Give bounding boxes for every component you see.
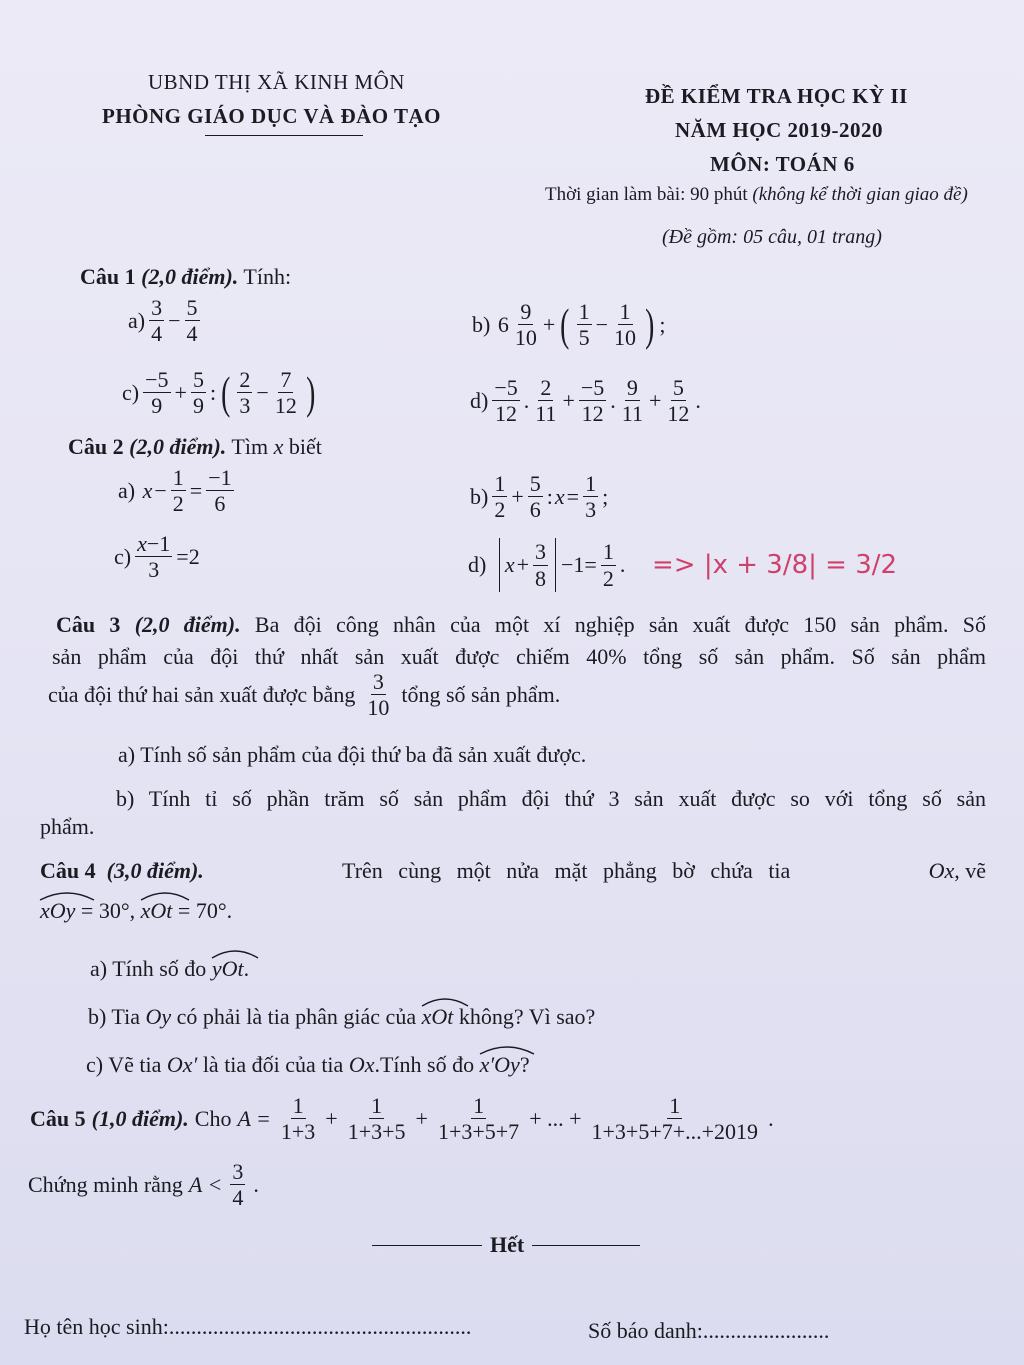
- q2-d: d) x + $\frac{3}{8}$ −1= $\frac{1}{2}$ .: [468, 539, 626, 591]
- q4-line1: [40, 858, 986, 884]
- q5-a: A =: [237, 1105, 271, 1131]
- fraction: $\frac{-1}{6}$: [208, 465, 232, 517]
- time-label: Thời gian làm bài: 90 phút: [545, 184, 748, 205]
- fraction: $\frac{5}{4}$: [186, 295, 198, 347]
- fraction: $\frac{9}{11}$: [621, 375, 643, 427]
- fraction: $\frac{3}{4}$: [232, 1159, 244, 1211]
- fraction: $\frac{1}{2}$: [494, 471, 506, 523]
- q2-var: x: [273, 434, 284, 459]
- q4-b: b) Tia Oy có phải là tia phân giác của xOt không? Vì sao?: [88, 1004, 595, 1030]
- fraction: $\frac{5}{9}$: [192, 367, 204, 419]
- q3-text-3a: của đội thứ hai sản xuất được bằng: [48, 681, 356, 707]
- fraction: $\frac{2}{11}$: [535, 375, 557, 427]
- q3-b-cont: phẩm.: [40, 814, 95, 839]
- q1-label: Câu 1: [80, 264, 136, 289]
- q5-points: (1,0 điểm).: [91, 1105, 189, 1131]
- q2-b-label: b): [470, 483, 489, 509]
- q3-b: b) Tính tỉ số phần trăm số sản phẩm đội thứ 3 sản xuất được so với tổng số sản: [116, 786, 986, 811]
- fraction: $\frac{3}{8}$: [535, 539, 547, 591]
- q4-ve: , vẽ: [954, 858, 986, 883]
- fraction: $\frac{2}{3}$: [239, 367, 251, 419]
- fraction: $\frac{3}{10}$: [367, 669, 390, 721]
- q2-label: Câu 2: [68, 434, 124, 459]
- angle-xot: xOt: [141, 898, 173, 924]
- q2-c-label: c): [114, 543, 132, 569]
- q1-b-label: b): [472, 311, 491, 337]
- fraction: $\frac{1}{5}$: [578, 299, 590, 351]
- q5-cho: Cho: [194, 1105, 232, 1131]
- q4-c: c) Vẽ tia Ox′ là tia đối của tia Ox.Tính số đo x′Oy?: [86, 1052, 530, 1078]
- q2-d-label: d): [468, 552, 487, 577]
- fraction: $\frac{7}{12}$: [274, 367, 297, 419]
- angle-xoy: xOy: [40, 898, 75, 924]
- q2-instruction: Tìm: [231, 434, 269, 459]
- student-name-field: Họ tên học sinh:.......................................................: [24, 1314, 472, 1339]
- q3-text-1: Ba đội công nhân của một xí nghiệp sản xuất được 150 sản phẩm. Số: [254, 612, 987, 637]
- angle-x2oy: x′Oy: [480, 1052, 520, 1078]
- q3-a: a) Tính số sản phẩm của đội thứ ba đã sản xuất được.: [118, 742, 587, 767]
- q1-b: b) 6 $\frac{9}{10}$ + ( $\frac{1}{5}$ − $\frac{1}{10}$ ) ;: [472, 298, 666, 351]
- q4-line2: xOy = 30°, xOt = 70°.: [40, 898, 232, 924]
- handwritten-note: => |x + 3/8| = 3/2: [652, 550, 898, 580]
- school-year: NĂM HỌC 2019-2020: [675, 118, 883, 142]
- q1-points: (2,0 điểm).: [141, 264, 239, 289]
- end-line-left: [372, 1245, 482, 1246]
- q3-label: Câu 3: [56, 612, 121, 637]
- school-authority: UBND THỊ XÃ KINH MÔN: [148, 70, 405, 94]
- fraction: $\frac{-5}{12}$: [580, 375, 605, 427]
- q2-heading: [68, 434, 322, 460]
- q1-d: d) $\frac{-5}{12}$ . $\frac{2}{11}$ + $\frac{-5}{12}$ . $\frac{9}{11}$ + $\frac{5}{12}$ .: [470, 375, 701, 427]
- q5-line2: Chứng minh rằng A < $\frac{3}{4}$ .: [28, 1159, 259, 1211]
- time-allowed: [545, 184, 1024, 206]
- q1-d-label: d): [470, 387, 489, 413]
- fraction: $\frac{1}{2}$: [172, 465, 184, 517]
- header-underline: [205, 135, 363, 136]
- fraction: $\frac{1}{1+3+5}$: [347, 1093, 406, 1145]
- end-text: Hết: [490, 1232, 525, 1257]
- q5-ineq: A <: [188, 1171, 223, 1197]
- q1-heading: [80, 264, 291, 290]
- department-name: PHÒNG GIÁO DỤC VÀ ĐÀO TẠO: [102, 104, 441, 128]
- q2-c: c) $\frac{x-1}{3}$ =2: [114, 531, 200, 583]
- fraction: $\frac{x-1}{3}$: [137, 531, 171, 583]
- q2-a-label: a): [118, 477, 136, 503]
- q2-a: a) x − $\frac{1}{2}$ = $\frac{-1}{6}$: [118, 465, 232, 517]
- fraction: $\frac{-5}{9}$: [145, 367, 169, 419]
- q1-a: a) $\frac{3}{4}$ − $\frac{5}{4}$: [128, 295, 198, 347]
- exam-subject: MÔN: TOÁN 6: [710, 152, 855, 176]
- q3-points: (2,0 điểm).: [134, 612, 241, 637]
- candidate-number-field: Số báo danh:.......................: [588, 1318, 830, 1343]
- end-marker: [372, 1232, 640, 1258]
- q4-points: (3,0 điểm).: [106, 858, 204, 883]
- q2-points: (2,0 điểm).: [129, 434, 227, 459]
- fraction: $\frac{-5}{12}$: [494, 375, 518, 427]
- q3-line1: [56, 612, 986, 638]
- q1-a-label: a): [128, 307, 146, 333]
- fraction: $\frac{1}{1+3+5+7+...+2019}$: [591, 1093, 759, 1145]
- q1-c-label: c): [122, 379, 140, 405]
- fraction: $\frac{1}{3}$: [585, 471, 597, 523]
- q1-c: c) $\frac{-5}{9}$ + $\frac{5}{9}$ : ( $\frac{2}{3}$ − $\frac{7}{12}$ ): [122, 366, 316, 419]
- fraction: $\frac{3}{4}$: [151, 295, 163, 347]
- angle-yot: yOt: [212, 956, 244, 982]
- fraction: $\frac{1}{10}$: [614, 299, 636, 351]
- fraction: $\frac{5}{6}$: [529, 471, 541, 523]
- exam-title: ĐỀ KIỂM TRA HỌC KỲ II: [645, 84, 908, 108]
- q2-instruction2: biết: [288, 434, 322, 459]
- q2-b: b) $\frac{1}{2}$ + $\frac{5}{6}$ : x = $\frac{1}{3}$ ;: [470, 471, 609, 523]
- angle-xot-b: xOt: [422, 1004, 454, 1030]
- q5-prove: Chứng minh rằng: [28, 1171, 183, 1197]
- q1-instruction: Tính:: [243, 264, 292, 289]
- q4-label: Câu 4: [40, 858, 96, 883]
- fraction: $\frac{1}{1+3+5+7}$: [437, 1093, 520, 1145]
- q5-line1: Câu 5 (1,0 điểm). Cho A = $\frac{1}{1+3}$ + $\frac{1}{1+3+5}$ + $\frac{1}{1+3+5+7}$ + ... + $\frac{1}{1+3+5+7+...+2019}$ .: [30, 1093, 774, 1145]
- q3-line2: sản phẩm của đội thứ nhất sản xuất được chiếm 40% tổng số sản phẩm. Số sản phẩm: [52, 644, 986, 669]
- q5-label: Câu 5: [30, 1105, 86, 1131]
- fraction: $\frac{5}{12}$: [667, 375, 690, 427]
- q3-line3: [48, 670, 560, 719]
- q3-text-3b: tổng số sản phẩm.: [401, 681, 561, 707]
- fraction: $\frac{1}{1+3}$: [280, 1093, 316, 1145]
- fraction: $\frac{1}{2}$: [602, 539, 614, 591]
- q4-ox: Ox: [928, 858, 955, 883]
- exam-structure: (Đề gồm: 05 câu, 01 trang): [662, 226, 882, 248]
- q4-a: a) Tính số đo yOt.: [90, 956, 249, 982]
- fraction: $\frac{9}{10}$: [514, 299, 537, 351]
- end-line-right: [532, 1245, 640, 1246]
- q4-text: Trên cùng một nửa mặt phẳng bờ chứa tia: [342, 858, 791, 883]
- time-note: (không kể thời gian giao đề): [752, 184, 968, 205]
